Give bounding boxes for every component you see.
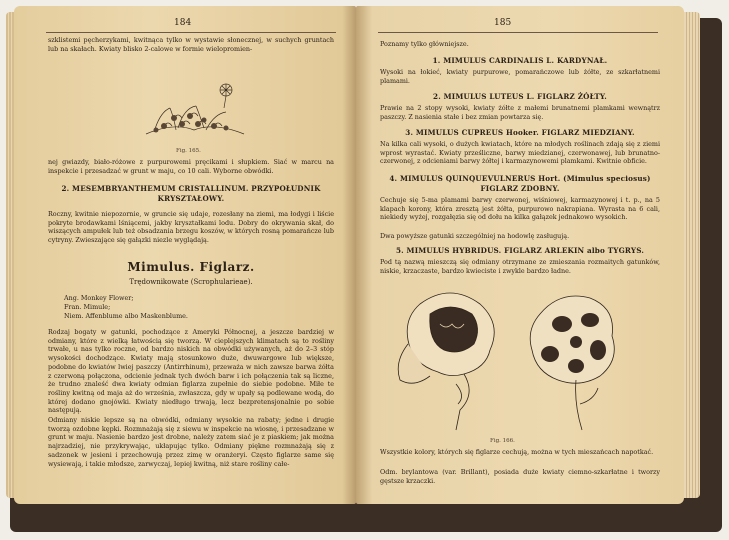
family-name: Trędownikowate (Scrophularieae).: [129, 278, 253, 286]
paragraph: Pod tą nazwą mieszczą się odmiany otrzymane ze zmieszania rozmaitych gatunków, niskie, krzaczaste, bardzo kwieciste i zwykle bardzo ładne.: [380, 258, 660, 275]
mimulus-flowers-illustration: [390, 284, 630, 436]
header-rule: [378, 32, 658, 33]
paragraph: szklistemi pęcherzykami, kwitnąca tylko w wystawie słonecznej, w suchych gruntach lub na skałach. Kwiaty blisko 2-calowe w formie wielopromien-: [48, 36, 334, 53]
paragraph: nej gwiazdy, biało-różowe z purpurowemi pręcikami i słupkiem. Siać w marcu na inspekcie i przesadzać w grunt w maju, co 10 cali. Wyborne obwódki.: [48, 158, 334, 175]
paragraph: Poznamy tylko główniejsze.: [380, 40, 469, 48]
header-rule: [46, 32, 336, 33]
section-heading: 2. MESEMBRYANTHEMUM CRISTALLINUM. PRZYPOŁUDNIK KRYSZTAŁOWY.: [61, 184, 321, 203]
genus-title: Mimulus. Figlarz.: [127, 260, 255, 274]
page-number: 184: [174, 18, 192, 28]
page-edges-right: [684, 12, 700, 498]
common-name-english: Ang. Monkey Flower;: [64, 294, 134, 302]
common-name-french: Fran. Mimule;: [64, 303, 111, 311]
section-heading: 5. MIMULUS HYBRIDUS. FIGLARZ ARLEKIN albo TYGRYS.: [395, 246, 645, 255]
section-heading: 1. MIMULUS CARDINALIS L. KARDYNAŁ.: [432, 56, 608, 65]
paragraph: Wysoki na łokieć, kwiaty purpurowe, pomarańczowe lub żółte, ze szkarłatnemi plamami.: [380, 68, 660, 85]
paragraph: Odmiany niskie lepsze są na obwódki, odmiany wysokie na rabaty; jedne i drugie tworzą ozdobne kępki. Rozmnażają się z siewu w inspekcie na wiosnę, i przesadzane w grunt w maju. Nasienie bardzo jest drobne, należy zatem siać je z piaskiem; jak można najrzadziej, nie przykrywając, ukłapując tylko. Odmiany piękne rozmnażają się z sadzonek w jesieni i przechowują przez zimę w oranżeryi. Często figlarze same się wysiewają, i takie młodsze, zarwyczaj, lepiej kwitną, niż stare rośliny całe-: [48, 416, 334, 468]
paragraph: Dwa powyższe gatunki szczególniej na hodowlę zasługują.: [380, 232, 570, 240]
paragraph: Na kilka cali wysoki, o dużych kwiatach, które na młodych roślinach zdają się z ziemi wprost wyrastać. Kwiaty prześlicznе, barwy miedzianej, czerwonawej, lub brunatno-czerwonej, z odcieniami barwy żółtej i karmazynowemi plamkami. Kwitnie obficie.: [380, 140, 660, 166]
figure-caption: Fig. 166.: [490, 438, 515, 444]
common-name-german: Niem. Affenblume albo Maskenblume.: [64, 312, 188, 320]
section-heading: 3. MIMULUS CUPREUS Hooker. FIGLARZ MIEDZIANY.: [405, 128, 635, 137]
section-heading: 2. MIMULUS LUTEUS L. FIGLARZ ŻÓŁTY.: [433, 92, 607, 101]
paragraph: Cechuje się 5-ma plamami barwy czerwonej, wiśniowej, karmazynowej i t. p., na 5 klapach korony, która zresztą jest żółta, purpurowo nakrapiana. Wyrasta na 6 cali, niekiedy wyżej, rozgałęzia się od dołu na kilka gałązek jednakowo wysokich.: [380, 196, 660, 222]
plant-illustration: [134, 78, 254, 144]
paragraph: Wszystkie kolory, których się figlarze cechują, można w tych mieszańcach napotkać.: [380, 448, 654, 456]
page-number: 185: [494, 18, 512, 28]
paragraph: Roczny, kwitnie niepozornie, w gruncie się udaje, rozesłany na ziemi, ma łodygi i liście pokryte brodawkami lśniącemi, jakby kryształkami lodu. Dobry do okrywania skał, do wiszących ampułek lub też obsadzania brzegu koszów, w których rosną pomarańcze lub cytryny. Zwieszające się gałązki niezle wyglądają.: [48, 210, 334, 245]
left-page: [14, 6, 356, 504]
paragraph: Prawie na 2 stopy wysoki, kwiaty żółte z małemi brunatnemi plamkami wewnątrz paszczy. Z nasienia stałe i bez zmian powtarza się.: [380, 104, 660, 121]
right-page: [356, 6, 684, 504]
paragraph: Rodzaj bogaty w gatunki, pochodzące z Ameryki Północnej, a jeszcze bardziej w odmiany, które z wielką łatwością się tworzą. W cieplejszych klimatach są to rośliny trwałe, u nas tylko roczne, od bardzo niskich na obwódki używanych, aż do 2–3 stóp wysokości dochodzące. Kwiaty mają stosunkowo duże, dwuwargowe lub większe, podobne do kwiatów lwiej paszczy (Antirrhinum), przeważa w nich zawsze barwa żółta z czerwoną połączona, odcienie jednak tych dwóch barw i ich połączenia tak są liczne, że trudno znaleść dwa kwiaty odmian figlarza zupełnie do siebie podobne. Miłe te rośliny kwitną od maja aż do września, zwłaszcza, gdy w upały są podlewane wodą, do której dodano gnojówki. Kwiaty niedługo trwają, lecz bezpretensjonalnie po sobie następują.: [48, 328, 334, 415]
paragraph: Odm. brylantowa (var. Brillant), posiada duże kwiaty ciemno-szkarłatne i tworzy gęstsze krzaczki.: [380, 468, 660, 485]
figure-caption: Fig. 165.: [176, 148, 201, 154]
section-heading: 4. MIMULUS QUINQUEVULNERUS Hort. (Mimulus speciosus) FIGLARZ ZDOBNY.: [389, 174, 651, 193]
